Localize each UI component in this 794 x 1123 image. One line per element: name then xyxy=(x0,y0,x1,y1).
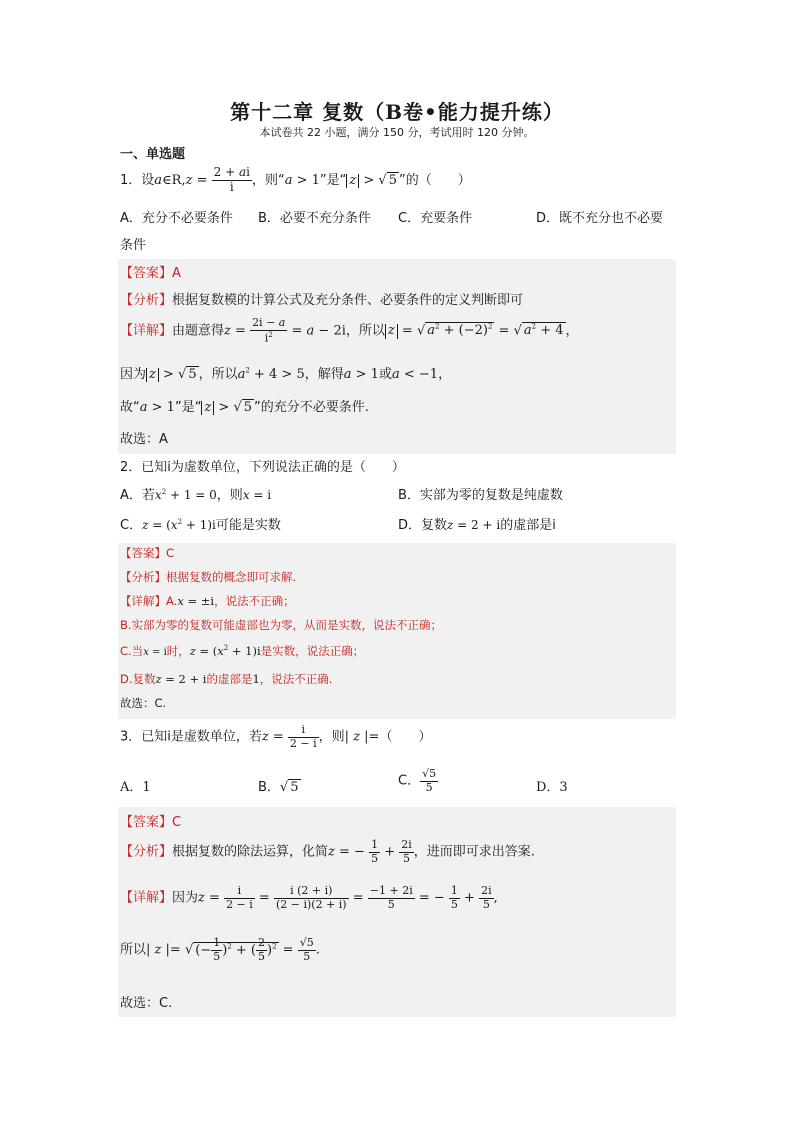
q2-answer: 【答案】C xyxy=(120,546,175,560)
q2-option-b: B．实部为零的复数是纯虚数 xyxy=(398,488,563,503)
q3-analysis: 【分析】根据复数的除法运算，化简z = − $\frac{1}{5}$ + $\frac{2i}{5}$ ，进而即可求出答案. xyxy=(120,838,535,865)
q1-solution-box xyxy=(118,259,676,454)
q3-option-b: B．√ 5 xyxy=(258,780,299,795)
q1-option-b: B．必要不充分条件 xyxy=(258,211,371,226)
question-1-stem: 1．设a∈R,z = $\frac{2 + ai}{i}$ ，则“a > 1”是“ z > √ 5 ”的（ ） xyxy=(120,165,471,194)
q2-detail-c: C.当x = i时，$z = (x^2 + 1)i$是实数，说法正确； xyxy=(120,644,365,658)
q1-option-d-continued: 条件 xyxy=(120,238,147,253)
q1-analysis: 【分析】根据复数模的计算公式及充分条件、必要条件的定义判断即可 xyxy=(120,293,524,308)
q2-option-a: A．若$x^2 + 1 = 0$，则x = i xyxy=(120,488,272,503)
q2-option-d: D．复数z = 2 + i的虚部是i xyxy=(398,518,556,533)
q1-option-d: D．既不充分也不必要 xyxy=(536,211,664,226)
q3-choice: 故选：C. xyxy=(120,996,173,1011)
q3-detail-line-2: 所以| z |= √ (− $\frac{1}{5}$ )$^2$ + ( $\frac{2}{5}$ )$^2$ = $\frac{√5}{5}$ . xyxy=(120,936,320,963)
section-heading: 一、单选题 xyxy=(120,147,186,162)
q3-detail-line-1: 【详解】因为z = $\frac{i}{2 - i}$ = $\frac{i (2 + i)}{(2 - i)(2 + i)}$ = $\frac{-1 + 2i}{5}$ = − $\frac{1}{5}$ + $\frac{2i}{5}$ , xyxy=(120,884,498,911)
q3-option-d: D．3 xyxy=(536,780,568,795)
q3-answer: 【答案】C xyxy=(120,815,182,830)
q2-option-c: C．$z = (x^2 + 1)i$可能是实数 xyxy=(120,518,281,533)
question-3-stem: 3．已知i是虚数单位，若z = $\frac{i}{2 - i}$ ，则| z |=（ ） xyxy=(120,723,432,750)
q1-option-c: C．充要条件 xyxy=(398,211,473,226)
q2-choice: 故选：C. xyxy=(120,696,167,710)
q1-detail-line-1: 【详解】由题意得z = $\frac{2i - a}{i^2}$ = a − 2i，所以 z = √ $a^2 + (-2)^2$ = √ $a^2 + 4$ ， xyxy=(120,316,579,345)
q2-detail-a: 【详解】A.x = ±i，说法不正确； xyxy=(120,594,295,608)
page-subtitle: 本试卷共 22 小题，满分 150 分，考试用时 120 分钟。 xyxy=(259,126,535,139)
q3-option-c: C． $\frac{√5}{5}$ xyxy=(398,767,437,794)
q2-solution-box xyxy=(118,543,676,719)
q2-detail-b: B.实部为零的复数可能虚部也为零，从而是实数，说法不正确； xyxy=(120,618,443,632)
question-2-stem: 2．已知i为虚数单位，下列说法正确的是（ ） xyxy=(120,460,405,475)
q3-solution-box xyxy=(118,807,676,1017)
q1-choice: 故选：A xyxy=(120,432,168,447)
q2-detail-d: D.复数z = 2 + i的虚部是1，说法不正确. xyxy=(120,672,333,686)
q2-analysis: 【分析】根据复数的概念即可求解. xyxy=(120,570,297,584)
q3-option-a: A．1 xyxy=(120,780,151,795)
q1-answer: 【答案】A xyxy=(120,266,181,281)
q1-detail-line-2: 因为 z > √ 5 ，所以$a^2 + 4 > 5$，解得a > 1或a < −1， xyxy=(120,366,452,382)
page-title: 第十二章 复数（B卷•能力提升练） xyxy=(230,100,564,124)
q1-detail-line-3: 故“a > 1”是“ z > √ 5 ”的充分不必要条件. xyxy=(120,400,369,415)
q1-option-a: A．充分不必要条件 xyxy=(120,211,233,226)
